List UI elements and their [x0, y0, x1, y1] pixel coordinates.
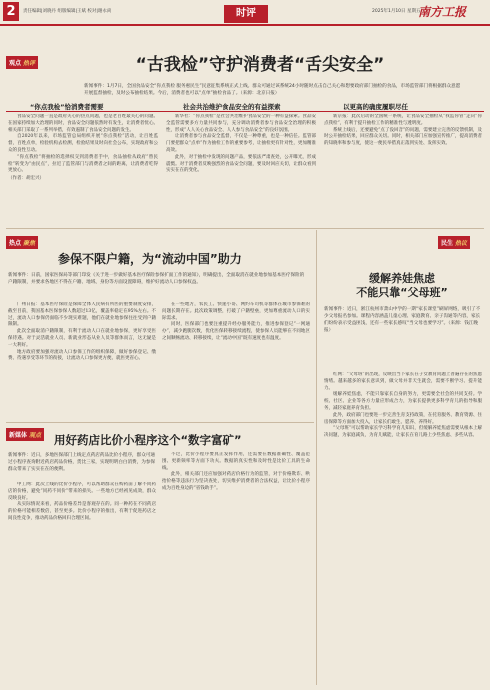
top-column-2	[166, 114, 316, 224]
column-tag-minsheng	[438, 236, 470, 249]
paragraph: 食品安全问题一直是政府关心的热点问题，也是老百姓最关心的问题。在国家持续加大治理的同时，食品安全问题依然时有发生，让消费者忧心。相关部门采取了一系列举措，有效遏制了食品安全问题的发生。	[8, 114, 158, 133]
editor-credits: 责任编辑|刘晓丹 组版编辑|王斌 校对|谢永尚	[23, 9, 112, 14]
subhead-1: “你点我检”恰消费者需要	[30, 103, 104, 111]
tag-label: 新媒体	[9, 432, 28, 439]
paragraph: 新华社：“你点我检”是社会共治维护食品安全的一种有益探索。食品安全监管需要多方力量共同参与，充分调动消费者参与食品安全治理的积极性，形成“人人关心食品安全、人人参与食品安全”的良好氛围。	[166, 114, 316, 133]
tag-label: 民生	[441, 240, 454, 247]
right-column	[324, 372, 482, 684]
paragraph: 系统上线后，还要避免“点了没回音”的问题，需要建立完善的反馈机制，及时公开抽检结果，回应群众关切。同时，相关部门应加强宣传推广，提高消费者的知晓率和参与度，使这一便民举措真正落到实处、发挥实效。	[324, 127, 482, 147]
bottom-lead: 新闻事件：近日，多地医保部门上线定点药店药品比价小程序，群众可通过小程序查询附近药店药品价格，货比三家，实现明明白白消费，为参保群众带来了实实在在的便利。	[8, 453, 156, 472]
right-headline[interactable]: 缓解养娃焦虑 不能只靠“父母班”	[356, 272, 448, 299]
paragraph: “你点我检”将抽检的选择权交到消费者手中，食品抽检从政府“替民检”转变为“由民点”，拉近了监管部门与消费者之间的距离，让消费者吃得更放心。	[8, 154, 158, 174]
page-number: 2	[3, 2, 19, 21]
paragraph: 此次全面取消户籍限制，有利于流动人口在就业地参保，更好享受医保待遇。对于灵活就业人员、新就业形态从业人员等群体而言，这无疑是一大利好。	[8, 329, 156, 348]
paragraph: 中工网：此次上线的比价小程序，可以帮助群众在购药前了解不同药店的价格，避免“同药不同价”带来的损失。一些地方已经初见成效，群众反映良好。	[8, 482, 156, 501]
right-lead: 新闻事件：近日，浙江杭州市萧山中学的一期“家长课堂”刷屏网络，吸引了不少父母报名参加。课程内容涵盖儿童心理、家庭教育、亲子沟通等内容，家长们纷纷表示受益匪浅，还有一些家长感叹“当父母也要学习”。（来源：钱江晚报）	[324, 307, 481, 333]
page-header	[0, 0, 490, 26]
paragraph: “父母班”可以帮助家长学习科学育儿知识，但缓解养娃焦虑需要从根本上解决问题，为家庭减负，为育儿赋能，让家长在育儿路上少些焦虑、多些从容。	[324, 426, 482, 439]
paragraph: 缓解养娃焦虑，不能只靠家长自身的努力，更需要全社会的共同支持。学校、社区、企业等各方力量应形成合力，为家长提供更多科学育儿的指导和服务，减轻家庭养育负担。	[324, 392, 482, 411]
column-tag-guandian	[6, 56, 38, 69]
paragraph: 新京报：此次启动的全国统一系统，让食品安全抽检从“我监你管”走向“你点我检”，有利于提升抽检工作的精准性与透明度。	[324, 114, 482, 126]
bottom-column-1	[8, 482, 156, 684]
tag-highlight: 热议	[455, 240, 468, 247]
tag-label: 热点	[9, 240, 22, 247]
middle-column-2	[162, 302, 310, 418]
paragraph: 红网：“父母班”的出现，反映出当下家长在子女教育问题上普遍存在的焦虑情绪。越来越多的家长意识到，做父母并非天生就会，需要不断学习、提升能力。	[324, 372, 482, 391]
paragraph: 自2020年以来，市场监管总局组织开展“你点我检”活动，让百姓监督，百姓点单，检验机构去检测，检验结果及时向社会公布，实现政府和公众的良性互动。	[8, 134, 158, 153]
tag-highlight: 聚焦	[23, 240, 36, 247]
tag-label: 观点	[9, 60, 22, 67]
paragraph: 地方政府要加强对流动人口参保工作的组织保障，做好参保登记、缴费、待遇享受等环节的衔接，让流动人口参保更方便、就医更省心。	[8, 349, 156, 362]
byline: （作者：胡宏兴）	[8, 176, 44, 182]
tag-highlight: 观点	[29, 432, 42, 439]
column-divider	[316, 230, 317, 685]
column-tag-xinmeiti	[6, 428, 44, 441]
middle-lead: 新闻事件：日前，国家医保局等部门印发《关于进一步做好基本医疗保险参保扩面工作的通知》，明确提出，全面取消在就业地参加基本医疗保险的户籍限制，并要求各地区不得在户籍、地域、身份等方面设置障碍，维护好流动人口参保权益。	[8, 273, 305, 285]
top-column-1	[8, 114, 158, 224]
lead-headline[interactable]: “古我检”守护消费者“舌尖安全”	[135, 55, 385, 75]
paragraph: 从实际情况来看，药品价格差异是客观存在的。同一种药在不同药店的价格可能相差数倍，甚至更多。比价小程序的推出，有利于促进药店之间良性竞争，推动药品价格回归合理区间。	[8, 502, 156, 521]
paragraph: 不过，比价小程序要真正发挥作用，还需要在数据准确性、覆盖范围、更新频率等方面下功夫。数据的真实性和及时性是比价工具的生命线。	[162, 452, 310, 471]
paragraph: 在一些地方，农民工、快递小哥、网约车司机等群体在城市参保难的问题长期存在。此次政策调整，打破了户籍壁垒，更加尊重流动人口的实际需求。	[162, 302, 310, 321]
paragraph: 同时，医保部门也要注重提升经办服务能力，推进参保登记“一网通办”，减少跑腿次数，优化医保转移接续流程，使参保人员能够在不同地区之间顺畅流动、转移接续，让“流动中国”既有速度也有温度。	[162, 322, 310, 341]
bottom-column-2	[162, 452, 310, 684]
section-divider	[6, 422, 314, 423]
top-column-3	[324, 114, 482, 224]
tag-highlight: 热评	[23, 60, 36, 67]
subhead-2: 社会共治维护食品安全的有益探索	[183, 103, 281, 111]
lead-intro: 新闻事件：1月7日，全国食品安全“你点我检 服务惠民生”民意征集系统正式上线。群众可通过该系统24小时随时点击自己关心和想要政府部门抽检的食品，市场监管部门将根据群众意愿开展监督抽检，及时公布抽检结果。今后，消费者也可以“点单”抽检食品了。（来源：北京日报）	[84, 84, 461, 96]
paragraph: 此外，相关部门还应加强对药店价格行为的监管，对于价格欺诈、哄抬价格等违法行为坚决查处，切实维护消费者的合法权益，让比价小程序成为百姓身边的“省钱助手”。	[162, 472, 310, 491]
masthead-logo: 南方工报	[418, 5, 467, 19]
subhead-rule	[6, 111, 484, 112]
paragraph: 此外，政府部门也要进一步完善生育支持政策，在托育服务、教育资源、住房保障等方面加大投入，让家长们敢生、愿养、养得好。	[324, 412, 482, 425]
section-title: 时评	[224, 5, 268, 23]
section-divider	[6, 228, 484, 229]
paragraph: 此外，对于抽检中发现的问题产品，要依法严肃查处，公开曝光，形成震慑。对于消费者反映强烈的食品安全问题，要及时回应关切，让群众看到实实在在的变化。	[166, 154, 316, 174]
issue-date: 2025年1月10日 星期五	[372, 9, 421, 14]
paragraph: 让消费者参与食品安全监督，不仅是一种尊重，也是一种信任。监管部门要把群众“点单”作为抽检工作的重要参考，让抽检更有针对性，更加精准高效。	[166, 134, 316, 153]
bottom-headline[interactable]: 用好药店比价小程序这个“数字富矿”	[54, 433, 242, 447]
column-tag-redian	[6, 236, 38, 249]
middle-headline[interactable]: 参保不限户籍，为“流动中国”助力	[58, 252, 242, 266]
paragraph: 广州日报：基本医疗保险是保障全体人民病有所医的重要制度安排，截至目前，我国基本医保参保人数超过13亿，覆盖率稳定在95%左右。不过，流动人口参保仍面临不少现实难题，他们在就业地参保往往受到户籍限制。	[8, 302, 156, 328]
middle-column-1	[8, 302, 156, 418]
subhead-3: 以更高的确度履职尽任	[343, 103, 408, 111]
